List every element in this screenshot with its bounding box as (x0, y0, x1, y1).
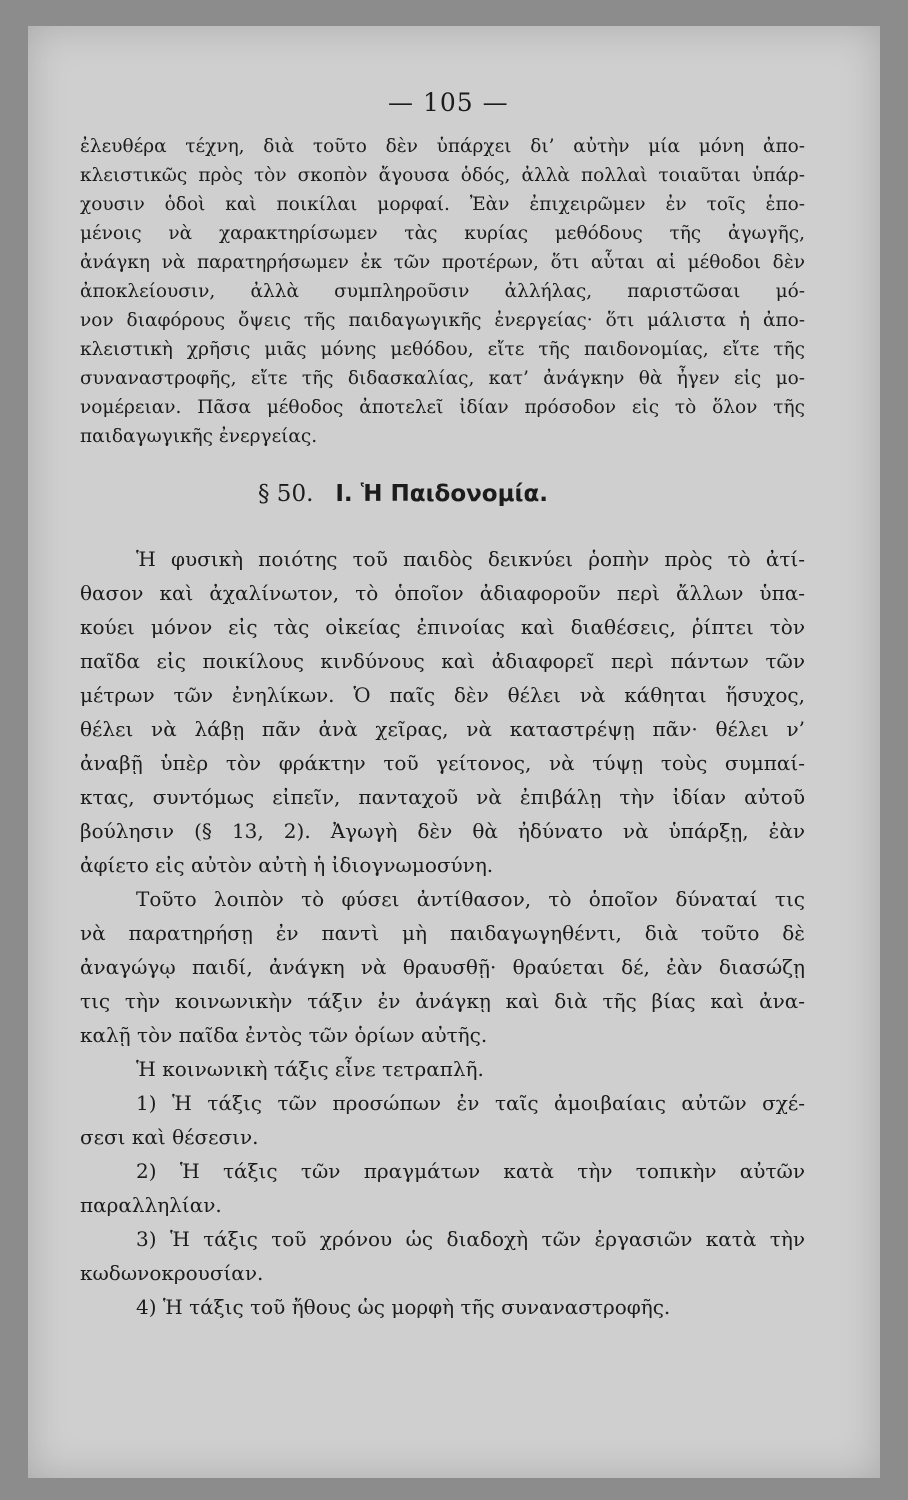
text-line: Ἡ φυσικὴ ποιότης τοῦ παιδὸς δεικνύει ῥοπὴν πρὸς τὸ ἀτί- (136, 547, 805, 571)
text-line: ἀναγώγῳ παιδί, ἀνάγκη νὰ θραυσθῇ· θραύεται δέ, ἐὰν διασώζῃ (80, 955, 805, 979)
list-item-line: 4) Ἡ τάξις τοῦ ἤθους ὡς μορφὴ τῆς συναναστροφῆς. (136, 1295, 671, 1319)
section-title: I. Ἡ Παιδονομία. (335, 481, 549, 507)
text-line: θασον καὶ ἀχαλίνωτον, τὸ ὁποῖον ἀδιαφοροῦν περὶ ἄλλων ὑπα- (80, 581, 805, 605)
top-paragraph (80, 132, 805, 451)
text-line: κτας, συντόμως εἰπεῖν, πανταχοῦ νὰ ἐπιβάλῃ τὴν ἰδίαν αὐτοῦ (80, 785, 805, 809)
text-line: ἀναβῇ ὑπὲρ τὸν φράκτην τοῦ γείτονος, νὰ τύψῃ τοὺς συμπαί- (80, 751, 805, 775)
section-number: § 50. (258, 481, 314, 507)
text-line: νομέρειαν. Πᾶσα μέθοδος ἀποτελεῖ ἰδίαν πρόσοδον εἰς τὸ ὅλον τῆς (80, 397, 805, 418)
text-line: ἐλευθέρα τέχνη, διὰ τοῦτο δὲν ὑπάρχει δι’ αὐτὴν μία μόνη ἀπο- (80, 136, 805, 157)
list-item-line: σεσι καὶ θέσεσιν. (80, 1125, 259, 1149)
list-item-line: παραλληλίαν. (80, 1193, 222, 1217)
text-line: νον διαφόρους ὄψεις τῆς παιδαγωγικῆς ἐνεργείας· ὅτι μάλιστα ἡ ἀπο- (80, 310, 805, 331)
text-line: νὰ παρατηρήσῃ ἐν παντὶ μὴ παιδαγωγηθέντι, διὰ τοῦτο δὲ (80, 921, 805, 945)
text-line: κλειστικῶς πρὸς τὸν σκοπὸν ἄγουσα ὁδός, ἀλλὰ πολλαὶ τοιαῦται ὑπάρ- (80, 165, 805, 186)
text-line: μένοις νὰ χαρακτηρίσωμεν τὰς κυρίας μεθόδους τῆς ἀγωγῆς, (80, 223, 805, 244)
text-line: κλειστικὴ χρῆσις μιᾶς μόνης μεθόδου, εἴτε τῆς παιδονομίας, εἴτε τῆς (80, 339, 805, 360)
text-line: θέλει νὰ λάβῃ πᾶν ἀνὰ χεῖρας, νὰ καταστρέψῃ πᾶν· θέλει ν’ (80, 717, 805, 741)
text-line: βούλησιν (§ 13, 2). Ἀγωγὴ δὲν θὰ ἠδύνατο νὰ ὑπάρξῃ, ἐὰν (80, 819, 805, 843)
list-item-line: 3) Ἡ τάξις τοῦ χρόνου ὡς διαδοχὴ τῶν ἐργασιῶν κατὰ τὴν (136, 1227, 805, 1251)
text-line: παῖδα εἰς ποικίλους κινδύνους καὶ ἀδιαφορεῖ περὶ πάντων τῶν (80, 649, 805, 673)
text-line: Τοῦτο λοιπὸν τὸ φύσει ἀντίθασον, τὸ ὁποῖον δύναταί τις (136, 887, 805, 911)
text-line: καλῇ τὸν παῖδα ἐντὸς τῶν ὁρίων αὐτῆς. (80, 1023, 488, 1047)
text-line: μέτρων τῶν ἐνηλίκων. Ὁ παῖς δὲν θέλει νὰ κάθηται ἥσυχος, (80, 683, 805, 707)
book-page (28, 26, 880, 1478)
text-line: συναναστροφῆς, εἴτε τῆς διδασκαλίας, κατ’ ἀνάγκην θὰ ἦγεν εἰς μο- (80, 368, 805, 389)
text-line: ἀφίετο εἰς αὐτὸν αὐτὴ ἡ ἰδιογνωμοσύνη. (80, 853, 494, 877)
page-number: — 105 — (388, 88, 509, 117)
text-line: παιδαγωγικῆς ἐνεργείας. (80, 426, 318, 447)
text-line: χουσιν ὁδοὶ καὶ ποικίλαι μορφαί. Ἐὰν ἐπιχειρῶμεν ἐν τοῖς ἑπο- (80, 194, 805, 215)
text-line: ἀνάγκη νὰ παρατηρήσωμεν ἐκ τῶν προτέρων, ὅτι αὗται αἱ μέθοδοι δὲν (80, 252, 805, 273)
list-item-line: 1) Ἡ τάξις τῶν προσώπων ἐν ταῖς ἀμοιβαίαις αὐτῶν σχέ- (136, 1091, 805, 1115)
main-body (80, 542, 805, 1324)
text-line: κούει μόνον εἰς τὰς οἰκείας ἐπινοίας καὶ διαθέσεις, ῥίπτει τὸν (80, 615, 805, 639)
text-line: Ἡ κοινωνικὴ τάξις εἶνε τετραπλῆ. (136, 1057, 484, 1081)
list-item-line: 2) Ἡ τάξις τῶν πραγμάτων κατὰ τὴν τοπικὴν αὐτῶν (136, 1159, 805, 1183)
section-heading (258, 481, 548, 507)
list-item-line: κωδωνοκρουσίαν. (80, 1261, 264, 1285)
text-line: τις τὴν κοινωνικὴν τάξιν ἐν ἀνάγκῃ καὶ διὰ τῆς βίας καὶ ἀνα- (80, 989, 805, 1013)
text-line: ἀποκλείουσιν, ἀλλὰ συμπληροῦσιν ἀλλήλας, παριστῶσαι μό- (80, 281, 805, 302)
